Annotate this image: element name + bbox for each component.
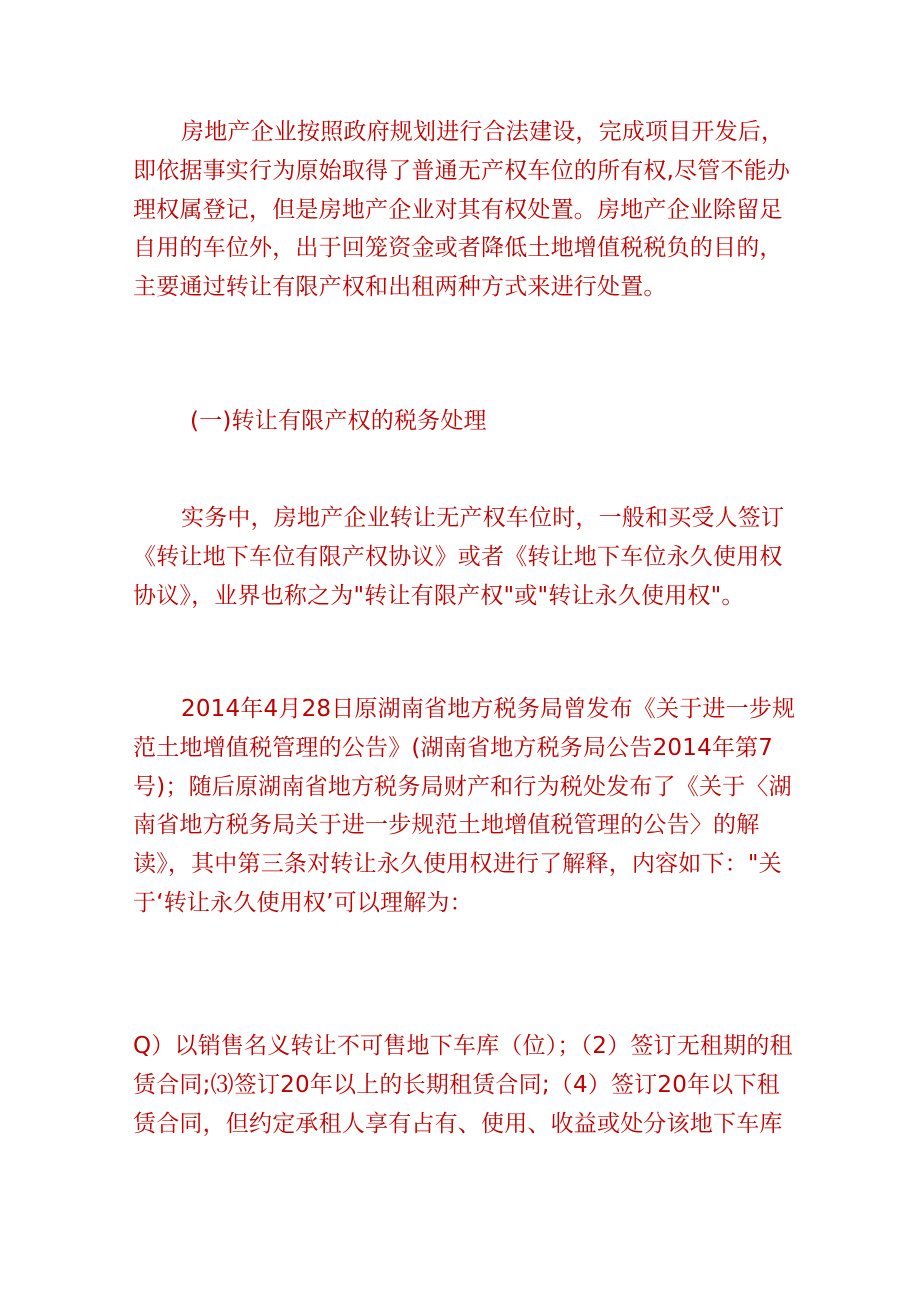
body-paragraph-4: Q）以销售名义转让不可售地下车库（位）；（2）签订无租期的租赁合同;⑶签订20年以上的长期租赁合同;（4）签订20年以下租赁合同，但约定承租人享有占有、使用、收益或处分该地下车库 [133, 1033, 793, 1137]
section-heading: (一)转让有限产权的税务处理 [190, 408, 487, 434]
body-paragraph-3: 2014年4月28日原湖南省地方税务局曾发布《关于进一步规范土地增值税管理的公告》(湖南省地方税务局公告2014年第7号)；随后原湖南省地方税务局财产和行为税处发布了《关于〈湖南省地方税务局关于进一步规范土地增值税管理的公告〉的解读》，其中第三条对转让永久使用权进行了解释，内容如下："关于‘转让永久使用权’可以理解为： [133, 696, 796, 916]
body-paragraph-1: 房地产企业按照政府规划进行合法建设，完成项目开发后，即依据事实行为原始取得了普通无产权车位的所有权,尽管不能办理权属登记，但是房地产企业对其有权处置。房地产企业除留足自用的车位外，出于回笼资金或者降低土地增值税税负的目的，主要通过转让有限产权和出租两种方式来进行处置。 [133, 119, 791, 301]
body-paragraph-2: 实务中，房地产企业转让无产权车位时，一般和买受人签订《转让地下车位有限产权协议》或者《转让地下车位永久使用权协议》，业界也称之为"转让有限产权"或"转让永久使用权"。 [133, 505, 785, 609]
